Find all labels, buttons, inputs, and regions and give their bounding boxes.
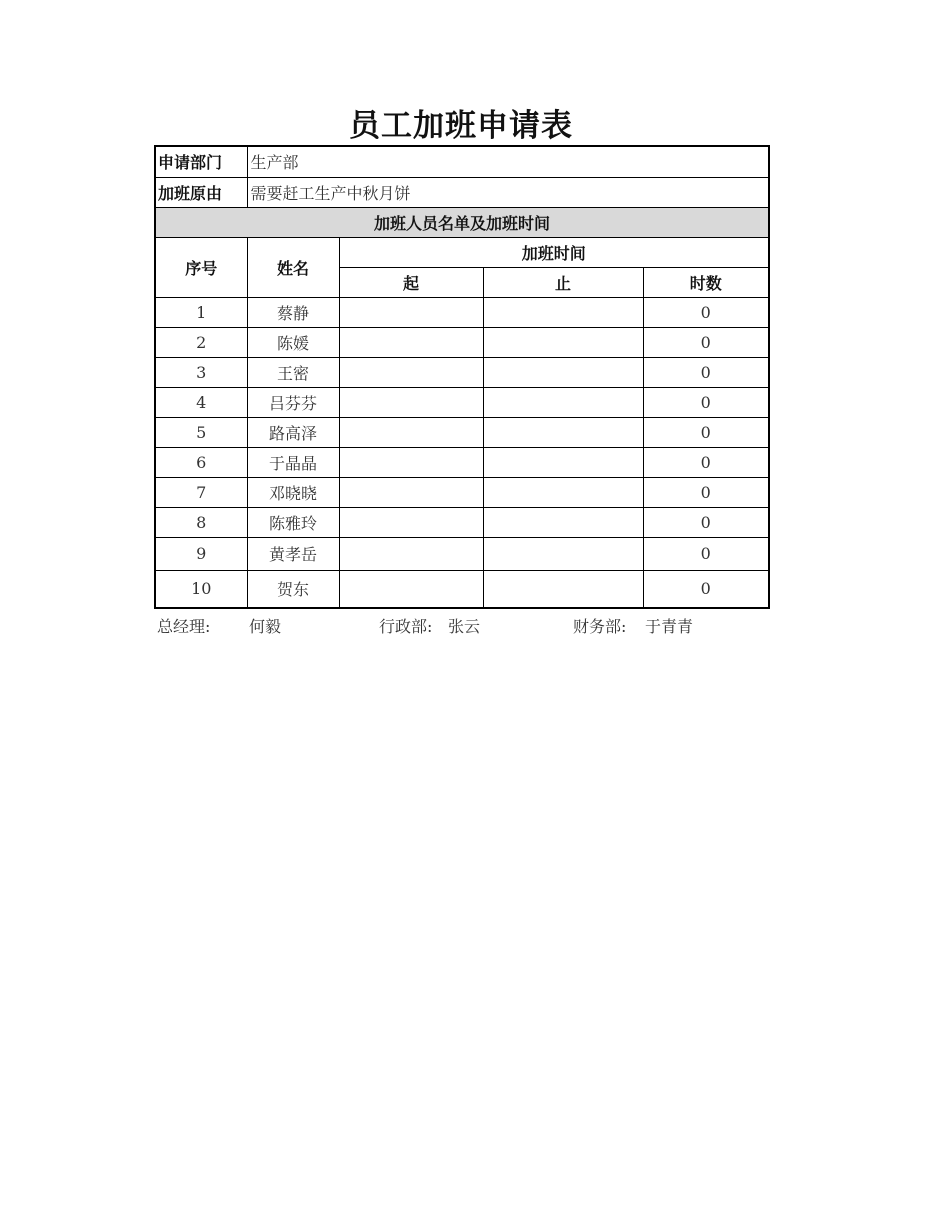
table-row — [155, 507, 769, 537]
cell-name: 吕芬芬 — [247, 387, 339, 417]
cell-index: 2 — [155, 327, 247, 357]
cell-hours: 0 — [643, 357, 769, 387]
cell-index: 3 — [155, 357, 247, 387]
cell-hours: 0 — [643, 447, 769, 477]
gm-label: 总经理: — [157, 617, 211, 636]
section-row — [155, 207, 769, 237]
cell-name: 陈媛 — [247, 327, 339, 357]
header-end: 止 — [483, 267, 643, 297]
cell-start — [339, 447, 483, 477]
department-value: 生产部 — [247, 146, 769, 177]
cell-hours: 0 — [643, 327, 769, 357]
table-row — [155, 417, 769, 447]
header-start: 起 — [339, 267, 483, 297]
cell-hours: 0 — [643, 507, 769, 537]
cell-name: 陈雅玲 — [247, 507, 339, 537]
cell-name: 蔡静 — [247, 297, 339, 327]
finance-label: 财务部: — [573, 617, 627, 636]
header-overtime: 加班时间 — [339, 237, 769, 267]
cell-start — [339, 327, 483, 357]
cell-hours: 0 — [643, 297, 769, 327]
table-row — [155, 327, 769, 357]
cell-index: 1 — [155, 297, 247, 327]
cell-hours: 0 — [643, 570, 769, 608]
table-row — [155, 537, 769, 570]
cell-hours: 0 — [643, 387, 769, 417]
cell-name: 王密 — [247, 357, 339, 387]
department-label: 申请部门 — [155, 146, 247, 177]
cell-hours: 0 — [643, 417, 769, 447]
cell-end — [483, 327, 643, 357]
admin-name: 张云 — [448, 617, 481, 636]
reason-value: 需要赶工生产中秋月饼 — [247, 177, 769, 207]
header-hours: 时数 — [643, 267, 769, 297]
cell-index: 8 — [155, 507, 247, 537]
table-row — [155, 477, 769, 507]
cell-start — [339, 477, 483, 507]
table-row — [155, 297, 769, 327]
admin-label: 行政部: — [379, 617, 433, 636]
cell-index: 10 — [155, 570, 247, 608]
cell-start — [339, 357, 483, 387]
cell-index: 4 — [155, 387, 247, 417]
gm-name: 何毅 — [249, 617, 282, 636]
cell-end — [483, 417, 643, 447]
cell-index: 9 — [155, 537, 247, 570]
header-row-1 — [155, 237, 769, 267]
cell-start — [339, 507, 483, 537]
cell-end — [483, 297, 643, 327]
cell-hours: 0 — [643, 537, 769, 570]
reason-label: 加班原由 — [155, 177, 247, 207]
cell-end — [483, 387, 643, 417]
cell-end — [483, 477, 643, 507]
cell-end — [483, 570, 643, 608]
table-row — [155, 387, 769, 417]
cell-name: 于晶晶 — [247, 447, 339, 477]
header-name: 姓名 — [247, 237, 339, 297]
cell-start — [339, 297, 483, 327]
header-index: 序号 — [155, 237, 247, 297]
cell-index: 7 — [155, 477, 247, 507]
section-title: 加班人员名单及加班时间 — [155, 207, 769, 237]
cell-name: 路高泽 — [247, 417, 339, 447]
cell-start — [339, 417, 483, 447]
cell-index: 6 — [155, 447, 247, 477]
table-row — [155, 447, 769, 477]
cell-name: 黄孝岳 — [247, 537, 339, 570]
cell-end — [483, 357, 643, 387]
department-row — [155, 146, 769, 177]
cell-name: 邓晓晓 — [247, 477, 339, 507]
cell-end — [483, 537, 643, 570]
table-row — [155, 357, 769, 387]
cell-start — [339, 387, 483, 417]
cell-start — [339, 570, 483, 608]
reason-row — [155, 177, 769, 207]
cell-index: 5 — [155, 417, 247, 447]
page-title: 员工加班申请表 — [349, 108, 573, 144]
finance-name: 于青青 — [645, 617, 694, 636]
cell-name: 贺东 — [247, 570, 339, 608]
cell-end — [483, 447, 643, 477]
table-row — [155, 570, 769, 608]
cell-start — [339, 537, 483, 570]
cell-hours: 0 — [643, 477, 769, 507]
cell-end — [483, 507, 643, 537]
overtime-form-table — [154, 145, 770, 609]
